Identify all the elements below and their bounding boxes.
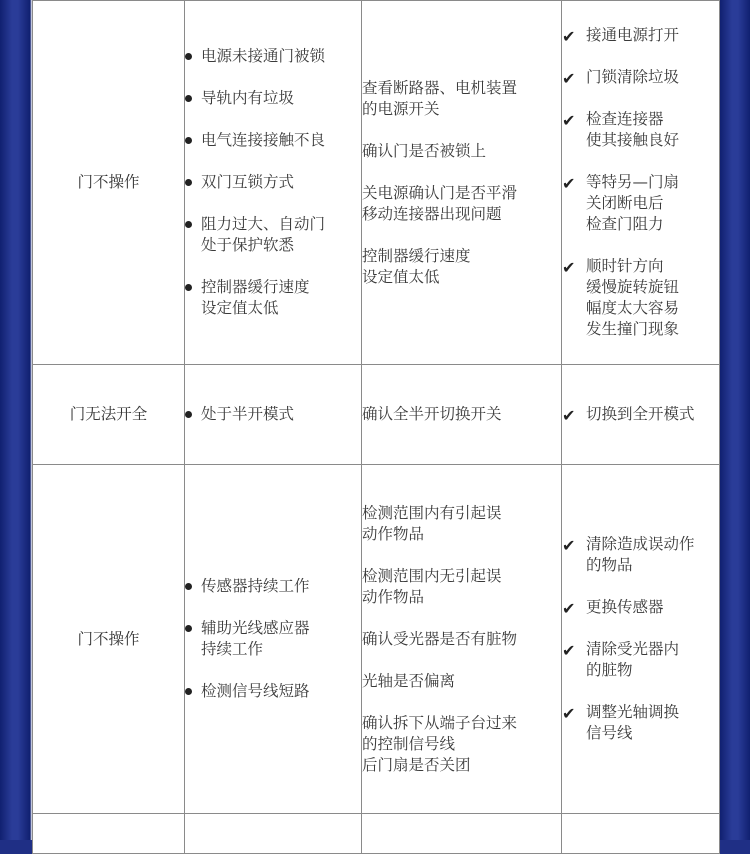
text-line: 清除受光器内 [586,640,680,658]
empty-cell [362,814,562,854]
text-line: 电源未接通门被锁 [201,47,326,65]
text-line: 设定值太低 [201,299,279,317]
text-line: 确认全半开切换开关 [362,405,502,423]
text-line: 门锁清除垃圾 [586,68,680,86]
table-row [33,1,720,365]
checkmark-icon: ✔ [562,258,576,277]
text-line: 切换到全开模式 [586,405,695,423]
list-item [185,681,361,702]
text-line: 动作物品 [362,524,425,543]
cause-list [185,404,361,425]
text-line: 检测信号线短路 [201,682,310,700]
fix-cell [562,365,720,465]
text-line: 清除造成误动作 [586,535,695,553]
text-line: 检查连接器 [586,110,664,128]
check-cell [362,365,562,465]
bullet-dot-icon [185,179,192,186]
check-item [362,183,561,225]
fault-label: 门不操作 [77,629,140,648]
bullet-dot-icon [185,95,192,102]
text-line: 信号线 [586,724,633,742]
text-line: 接通电源打开 [586,26,680,44]
checkmark-icon: ✔ [562,111,576,130]
fault-cell [33,1,185,365]
list-item [185,130,361,151]
check-item [362,503,561,545]
text-line: 的物品 [586,556,633,574]
list-item [185,618,361,660]
table-row [33,814,720,854]
fix-cell [562,1,720,365]
list-item [562,256,719,340]
checkmark-icon: ✔ [562,536,576,555]
check-item [362,713,561,776]
cause-cell [185,1,362,365]
bullet-dot-icon [185,688,192,695]
text-line: 设定值太低 [362,267,440,286]
list-item [185,172,361,193]
list-item [185,404,361,425]
text-line: 顺时针方向 [586,257,664,275]
bullet-dot-icon [185,583,192,590]
text-line: 双门互锁方式 [201,173,295,191]
text-line: 检测范围内无引起误 [362,566,502,585]
text-line: 动作物品 [362,587,425,606]
fix-list [562,534,719,744]
cause-list [185,576,361,702]
check-item [362,78,561,120]
troubleshooting-table [32,0,720,854]
checkmark-icon: ✔ [562,641,576,660]
list-item [562,597,719,618]
fix-list [562,25,719,340]
table-row [33,465,720,814]
text-line: 关闭断电后 [586,194,664,212]
list-item [185,576,361,597]
check-cell [362,1,562,365]
fault-cell [33,465,185,814]
text-line: 查看断路器、电机装置 [362,78,518,97]
list-item [562,534,719,576]
fault-label: 门无法开全 [69,405,148,423]
text-line: 发生撞门现象 [586,320,680,338]
check-item [362,629,561,650]
bullet-dot-icon [185,411,192,418]
cause-cell [185,365,362,465]
list-item [562,172,719,235]
text-line: 确认拆下从端子台过来 [362,713,518,732]
fix-cell [562,465,720,814]
list-item [562,404,719,425]
text-line: 检测范围内有引起误 [362,503,502,522]
text-line: 控制器缓行速度 [201,278,310,296]
check-item [362,141,561,162]
checkmark-icon: ✔ [562,599,576,618]
text-line: 更换传感器 [586,598,664,616]
list-item [562,702,719,744]
bullet-dot-icon [185,625,192,632]
text-line: 幅度太大容易 [586,299,680,317]
text-line: 光轴是否偏离 [362,671,456,690]
check-item [362,404,561,425]
fault-cell [33,365,185,465]
bullet-dot-icon [185,284,192,291]
bullet-dot-icon [185,137,192,144]
text-line: 移动连接器出现问题 [362,204,502,223]
text-line: 的脏物 [586,661,633,679]
checkmark-icon: ✔ [562,69,576,88]
empty-cell [185,814,362,854]
checkmark-icon: ✔ [562,704,576,723]
checkmark-icon: ✔ [562,174,576,193]
text-line: 等特另—门扇 [586,173,680,191]
list-item [562,109,719,151]
text-line: 的电源开关 [362,99,440,118]
text-line: 处于半开模式 [201,405,295,423]
text-line: 调整光轴调换 [586,703,680,721]
checkmark-icon: ✔ [562,27,576,46]
text-line: 确认门是否被锁上 [362,141,487,160]
bullet-dot-icon [185,221,192,228]
text-line: 关电源确认门是否平滑 [362,183,518,202]
text-line: 处于保护软悉 [201,236,295,254]
list-item [185,214,361,256]
text-line: 传感器持续工作 [201,577,310,595]
text-line: 电气连接接触不良 [201,131,326,149]
table-row [33,365,720,465]
list-item [185,88,361,109]
text-line: 导轨内有垃圾 [201,89,295,107]
fix-list [562,404,719,425]
text-line: 检查门阻力 [586,215,664,233]
cause-list [185,46,361,319]
list-item [562,25,719,46]
check-item [362,246,561,288]
text-line: 使其接触良好 [586,131,680,149]
list-item [185,277,361,319]
text-line: 的控制信号线 [362,734,456,753]
bullet-dot-icon [185,53,192,60]
text-line: 后门扇是否关团 [362,755,471,774]
text-line: 缓慢旋转旋钮 [586,278,680,296]
check-cell [362,465,562,814]
checkmark-icon: ✔ [562,406,576,425]
text-line: 确认受光器是否有脏物 [362,629,518,648]
empty-cell [562,814,720,854]
check-item [362,671,561,692]
list-item [562,639,719,681]
list-item [185,46,361,67]
text-line: 辅助光线感应器 [201,619,310,637]
table-body [33,1,720,854]
text-line: 阻力过大、自动门 [201,215,326,233]
empty-cell [33,814,185,854]
fault-label: 门不操作 [77,173,140,191]
check-item [362,566,561,608]
list-item [562,67,719,88]
text-line: 控制器缓行速度 [362,246,471,265]
text-line: 持续工作 [201,640,264,658]
cause-cell [185,465,362,814]
